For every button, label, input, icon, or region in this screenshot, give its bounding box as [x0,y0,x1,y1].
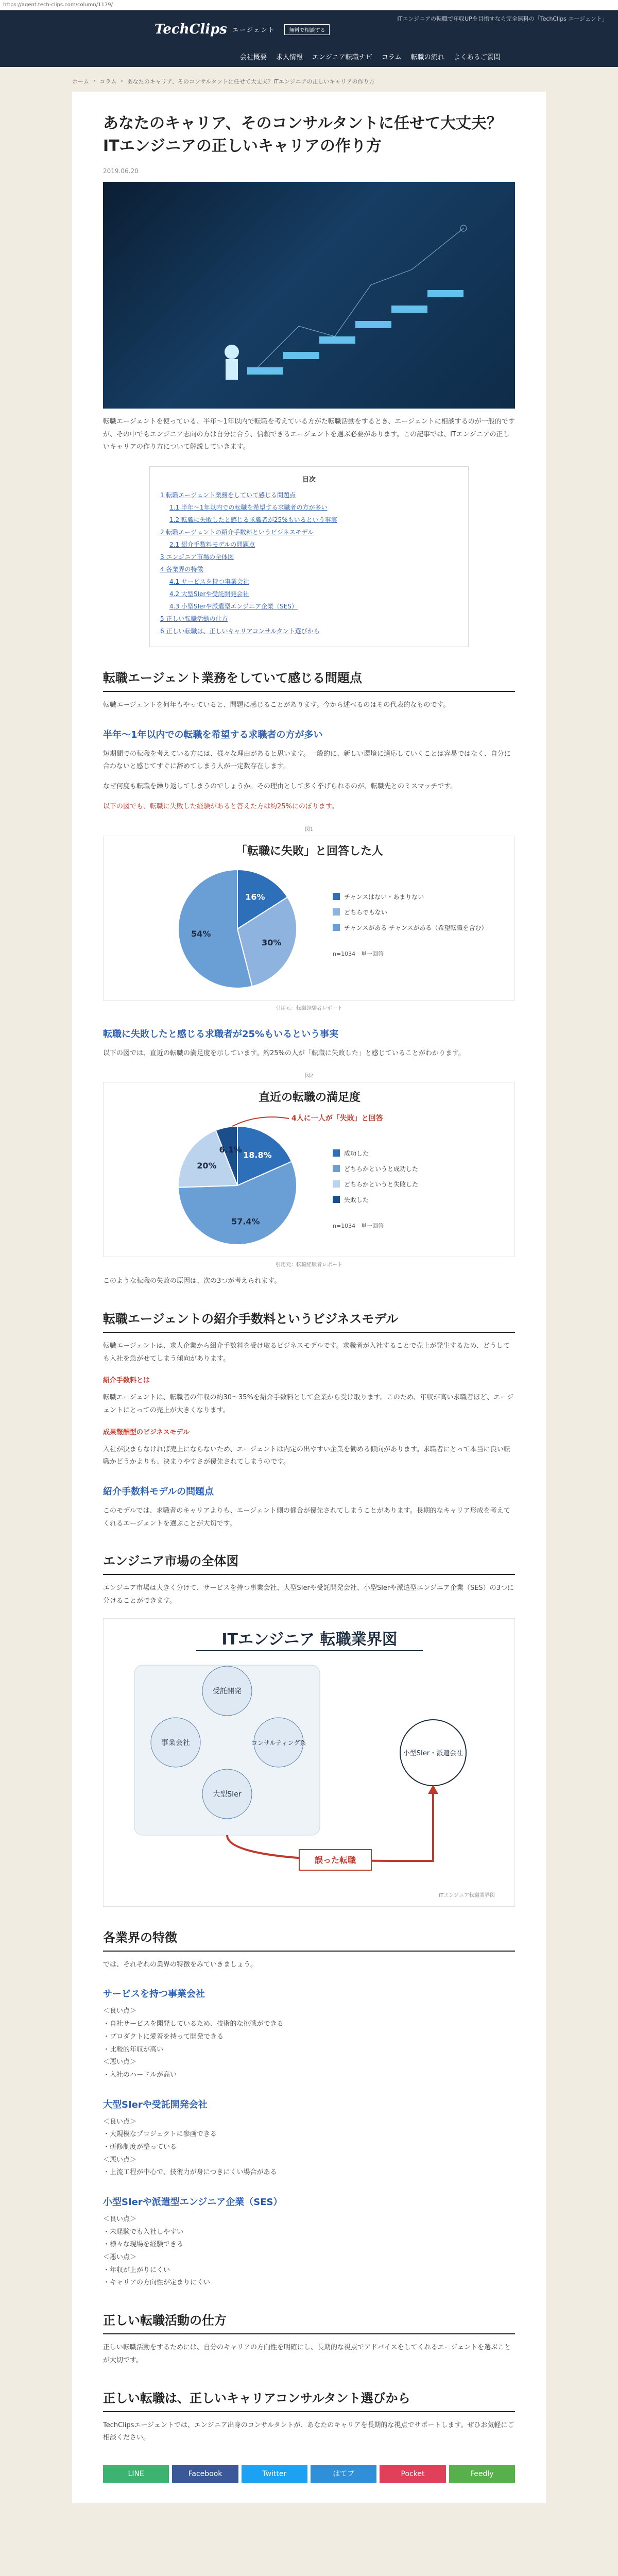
share-facebook-button[interactable]: Facebook [172,2465,238,2483]
logo-text: TechClips [154,22,227,37]
paragraph: エンジニア市場は大きく分けて、サービスを持つ事業会社、大型SIerや受託開発会社、小型SIerや派遣型エンジニア企業（SES）の3つに分けることができます。 [103,1584,514,1605]
diagram-caption: ITエンジニア転職業界図 [439,1892,495,1899]
table-of-contents [149,466,469,647]
article-title: あなたのキャリア、そのコンサルタントに任せて大丈夫？ITエンジニアの正しいキャリアの作り方 [103,114,502,155]
nav-flow[interactable]: 転職の流れ [410,54,444,61]
section-heading: 転職エージェントの紹介手数料というビジネスモデル [103,1309,515,1333]
nav-career-navi[interactable]: エンジニア転職ナビ [312,54,372,61]
chart-1 [103,836,515,1001]
publish-date: 2019.06.20 [103,167,139,175]
figure-label: 図1 [304,826,314,833]
list-item: ・大規模なプロジェクトに参画できる [103,2130,217,2139]
subsection-heading: 大型SIerや受託開発会社 [103,2099,208,2110]
slice-label: 18.8% [243,1150,272,1160]
list-item: ・比較的年収が高い [103,2045,164,2054]
toc-item[interactable]: 4.2 大型SIerや受託開発会社 [169,590,249,598]
hero-image [103,182,515,409]
section-heading: 各業界の特徴 [103,1927,515,1952]
diagram-title: ITエンジニア 転職業界図 [221,1630,398,1649]
list-item: ＜良い点＞ [103,2215,137,2223]
toc-item[interactable]: 1.2 転職に失敗したと感じる求職者が25%もいるという事実 [169,516,337,524]
chart-callout: 4人に一人が「失敗」と回答 [291,1114,383,1123]
article [72,92,546,2503]
slice-label: 54% [191,928,211,939]
node-small-sier: 小型SIer・派遣会社 [403,1749,464,1757]
legend-label: 成功した [344,1150,369,1158]
paragraph: 短期間での転職を考えている方には、様々な理由があると思います。一般的に、新しい環境に適応していくことは容易ではなく、自分に合わないと感じてすぐに辞めてしまう人が一定数存在します。 [103,750,511,771]
list-item: ・上流工程が中心で、技術力が身につきにくい場合がある [103,2168,277,2177]
feature-list [103,2116,515,2179]
toc-item[interactable]: 2 転職エージェントの紹介手数料というビジネスモデル [160,529,314,536]
chart-title: 「転職に失敗」と回答した人 [235,844,384,858]
nav-company[interactable]: 会社概要 [240,54,267,61]
chart-title: 直近の転職の満足度 [258,1091,361,1105]
legend-label: どちらかというと成功した [344,1165,419,1173]
toc-item[interactable]: 1 転職エージェント業務をしていて感じる問題点 [160,492,296,499]
minor-heading: 成果報酬型のビジネスモデル [103,1428,190,1436]
toc-item[interactable]: 4.1 サービスを持つ事業会社 [169,578,249,586]
toc-item[interactable]: 6 正しい転職は、正しいキャリアコンサルタント選びから [160,628,320,635]
list-item: ・プロダクトに愛着を持って開発できる [103,2032,224,2041]
list-item: ＜良い点＞ [103,2117,137,2126]
node-large-sier: 大型SIer [213,1790,242,1799]
list-item: ＜悪い点＞ [103,2156,137,2164]
paragraph: 以下の図では、直近の転職の満足度を示しています。約25%の人が「転職に失敗した」と感じていることがわかります。 [103,1049,465,1057]
toc-item[interactable]: 1.1 半年〜1年以内での転職を希望する求職者の方が多い [169,504,328,512]
paragraph: 転職エージェントは、転職者の年収の約30〜35%を紹介手数料として企業から受け取ります。このため、年収が高い求職者ほど、エージェントにとっての売上が大きくなります。 [103,1394,514,1414]
legend-swatch [333,1165,340,1172]
share-hatena-button[interactable]: はてブ [311,2465,376,2483]
paragraph: なぜ何度も転職を繰り返してしまうのでしょうか。その理由として多く挙げられるのが、転職先とのミスマッチです。 [103,783,457,791]
nav-faq[interactable]: よくあるご質問 [453,54,501,61]
wrong-move-label: 誤った転職 [314,1855,356,1865]
breadcrumb-column[interactable]: コラム [99,78,117,85]
list-item: ・未経験でも入社しやすい [103,2228,184,2236]
list-item: ・研修制度が整っている [103,2143,177,2151]
feature-list [103,2213,515,2290]
intro-text: 転職エージェントを使っている、半年〜1年以内で転職を考えている方がた転職活動をするとき、エージェントに相談するのが一般的ですが、その中でもエンジニア志向の方は自分に合う、信頼できるエージェントを選ぶ必要があります。この記事では、ITエンジニアの正しいキャリアの作り方について解説していきます。 [103,418,515,451]
callout-line [232,1117,289,1126]
slice-label: 16% [245,892,265,902]
slice-label: 57.4% [231,1216,260,1227]
chart-1-svg [104,836,516,1001]
list-item: ＜良い点＞ [103,2007,137,2015]
node-business: 事業会社 [161,1738,190,1747]
paragraph: TechClipsエージェントでは、エンジニア出身のコンサルタントが、あなたのキャリアを長期的な視点でサポートします。ぜひお気軽にご相談ください。 [103,2421,514,2442]
nav-jobs[interactable]: 求人情報 [276,54,303,61]
paragraph: では、それぞれの業界の特徴をみていきましょう。 [103,1960,258,1969]
subsection-heading: 小型SIerや派遣型エンジニア企業（SES） [103,2197,283,2208]
list-item: ・年収が上がりにくい [103,2266,170,2274]
node-consulting: コンサルティング系 [251,1739,306,1747]
slice-label: 30% [262,937,282,947]
list-item: ＜悪い点＞ [103,2058,137,2066]
subsection-heading: 紹介手数料モデルの問題点 [103,1486,214,1497]
node-contract: 受託開発 [213,1687,242,1696]
feature-list [103,2005,515,2081]
paragraph: 入社が決まらなければ売上にならないため、エージェントは内定の出やすい企業を勧める傾向があります。求職者にとって本当に良い転職かどうかよりも、決まりやすさが優先されてしまうのです。 [103,1445,510,1466]
url-bar: https://agent.tech-clips.com/column/1179/ [0,0,618,10]
legend-swatch [333,1180,340,1188]
section-heading: 正しい転職活動の仕方 [103,2310,515,2334]
toc-title: 目次 [302,476,316,484]
share-line-button[interactable]: LINE [103,2465,169,2483]
site-header [0,10,618,67]
minor-heading: 紹介手数料とは [103,1377,150,1385]
legend-label: どちらでもない [344,908,387,916]
breadcrumb-current: あなたのキャリア、そのコンサルタントに任せて大丈夫？ITエンジニアの正しいキャリアの作り方 [127,78,375,85]
toc-item[interactable]: 3 エンジニア市場の全体図 [160,553,234,561]
subsection-heading: サービスを持つ事業会社 [103,1989,205,2000]
paragraph: このような転職の失敗の原因は、次の3つが考えられます。 [103,1277,281,1285]
list-item: ＜悪い点＞ [103,2253,137,2262]
chart-2-source: 引用元：転職経験者レポート [276,1262,342,1268]
list-item: ・様々な現場を経験できる [103,2241,184,2249]
share-pocket-button[interactable]: Pocket [380,2465,445,2483]
toc-item[interactable]: 5 正しい転職活動の仕方 [160,615,228,623]
subsection-heading: 転職に失敗したと感じる求職者が25%もいるという事実 [103,1028,339,1040]
header-tagline: ITエンジニアの転職で年収UPを目指すなら完全無料の「TechClips エージェント」 [397,15,608,22]
list-item: ・入社のハードルが高い [103,2071,177,2079]
industry-diagram-svg [104,1619,516,1907]
share-feedly-button[interactable]: Feedly [449,2465,515,2483]
section-heading: 転職エージェント業務をしていて感じる問題点 [103,668,515,692]
legend-label: チャンスはない・あまりない [344,893,424,901]
list-item: ・キャリアの方向性が定まりにくい [103,2279,211,2287]
legend-label: どちらかというと失敗した [344,1181,419,1189]
hero-illustration [103,182,515,409]
chart-note: n=1034 単一回答 [333,950,384,957]
legend-label: チャンスがある チャンスがある（希望転職を含む） [344,924,488,931]
paragraph: 転職エージェントは、求人企業から紹介手数料を受け取るビジネスモデルです。求職者が入社することで売上が発生するため、どうしても入社を急がせてしまう傾向があります。 [103,1342,510,1363]
section-heading: 正しい転職は、正しいキャリアコンサルタント選びから [103,2388,515,2412]
list-item: ・自社サービスを開発しているため、技術的な挑戦ができる [103,2020,284,2028]
legend-swatch [333,924,340,931]
breadcrumb-home[interactable]: ホーム [72,78,89,85]
main-nav [237,49,504,63]
share-twitter-button[interactable]: Twitter [242,2465,307,2483]
paragraph: 正しい転職活動をするためには、自分のキャリアの方向性を明確にし、長期的な視点でアドバイスをしてくれるエージェントを選ぶことが大切です。 [103,2344,511,2364]
figure-label: 図2 [304,1073,314,1079]
toc-item[interactable]: 2.1 紹介手数料モデルの問題点 [169,541,255,549]
toc-item[interactable]: 4 各業界の特徴 [160,566,203,573]
toc-item[interactable]: 4.3 小型SIerや派遣型エンジニア企業（SES） [169,603,298,611]
nav-column[interactable]: コラム [381,54,402,61]
subsection-heading: 半年〜1年以内での転職を希望する求職者の方が多い [103,729,323,740]
chart-note: n=1034 単一回答 [333,1223,384,1230]
legend-swatch [333,1149,340,1157]
share-bar [103,2465,515,2483]
legend-swatch [333,893,340,900]
section-heading: エンジニア市場の全体図 [103,1551,515,1575]
chart-2-svg [104,1082,516,1258]
chart-2 [103,1082,515,1257]
consult-badge[interactable]: 無料で相談する [284,24,330,35]
breadcrumb: ホーム › コラム › あなたのキャリア、そのコンサルタントに任せて大丈夫？ITエンジニアの正しいキャリアの作り方 [72,77,375,85]
legend-swatch [333,1196,340,1203]
paragraph: このモデルでは、求職者のキャリアよりも、エージェント側の都合が優先されてしまうことがあります。長期的なキャリア形成を考えてくれるエージェントを選ぶことが大切です。 [103,1507,510,1528]
highlight-paragraph: 以下の図でも、転職に失敗した経験があると答えた方は約25%にのぼります。 [103,802,338,810]
site-logo[interactable] [154,22,330,37]
legend-swatch [333,908,340,916]
chart-1-source: 引用元：転職経験者レポート [276,1005,342,1011]
slice-label: 6.1% [219,1145,242,1155]
legend-label: 失敗した [344,1196,369,1204]
slice-label: 20% [197,1160,217,1171]
industry-diagram [103,1618,515,1907]
paragraph: 転職エージェントを何年もやっていると、問題に感じることがあります。今から述べるのはその代表的なものです。 [103,701,450,709]
logo-sub: エージェント [232,26,276,33]
